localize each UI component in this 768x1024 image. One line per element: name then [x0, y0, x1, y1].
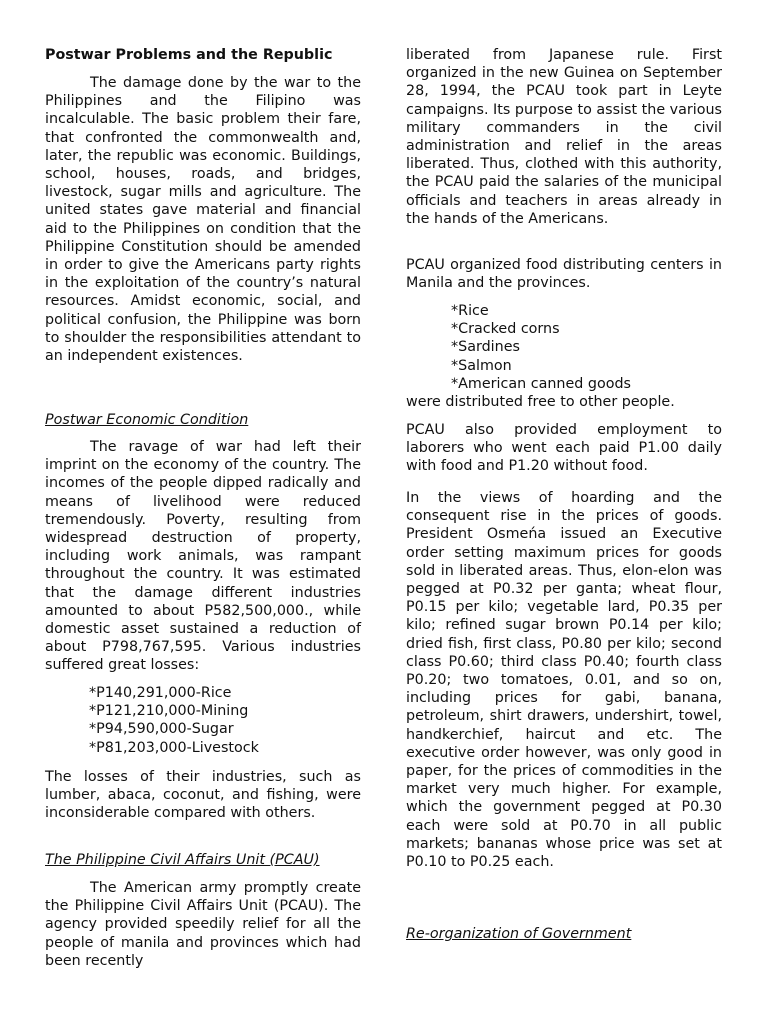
food-centers-paragraph: PCAU organized food distributing centers in Manila and the provinces. — [406, 257, 722, 292]
list-item: *Salmon — [451, 357, 512, 374]
section-heading-economic-condition: Postwar Economic Condition — [45, 412, 249, 428]
list-item: *P140,291,000-Rice — [89, 685, 232, 701]
price-control-paragraph: In the views of hoarding and the consequent rise in the prices of goods. President Osmeńa issued an Executive order setting maximum prices for goods sold in liberated areas. Thus, elon-elon was pegged at P0.32 per ganta; wheat flour, P0.15 per kilo; vegetable lard, P0.35 per kilo; refined sugar brown P0.14 per kilo; dried fish, first class, P0.80 per kilo; second class P0.60; third class P0.40; fourth class P0.20; two tomatoes, 0.01, and so on, including prices for gabi, banana, petroleum, shirt drawers, undershirt, towel, handkerchief, haircut and etc. The executive order however, was only good in paper, for the prices of commodities in the market very much higher. For example, which the government pegged at P0.30 each were sold at P0.70 in all public markets; bananas whose price was set at P0.10 to P0.25 each. — [406, 490, 722, 871]
employment-paragraph: PCAU also provided employment to laborers who went each paid P1.00 daily with food and P1.20 without food. — [406, 422, 722, 475]
list-item: *Rice — [451, 303, 489, 319]
pcau-paragraph: The American army promptly create the Philippine Civil Affairs Unit (PCAU). The agency provided speedily relief for all the people of manila and provinces which had been recently — [45, 880, 361, 969]
pcau-continued-paragraph: liberated from Japanese rule. First organized in the new Guinea on September 28, 1994, the PCAU took part in Leyte campaigns. Its purpose to assist the various military commanders in the civil administration and relief in the areas liberated. Thus, clothed with this authority, the PCAU paid the salaries of the municipal officials and teachers in areas already in the hands of the Americans. — [406, 47, 722, 227]
economic-paragraph: The ravage of war had left their imprint on the economy of the country. The incomes of the people dipped radically and means of livelihood were reduced tremendously. Poverty, resulting from widespread destruction of property, including work animals, was rampant throughout the country. It was estimated that the damage different industries amounted to about P582,500,000., while domestic asset sustained a reduction of about P798,767,595. Various industries suffered great losses: — [45, 439, 361, 674]
list-item: *P81,203,000-Livestock — [89, 739, 259, 756]
intro-paragraph: The damage done by the war to the Philippines and the Filipino was incalculable. The basic problem their fare, that confronted the commonwealth and, later, the republic was economic. Buildings, school, houses, roads, and bridges, livestock, sugar mills and agriculture. The united states gave material and financial aid to the Philippines on condition that the Philippine Constitution should be amended in order to give the Americans party rights in the exploitation of the country’s natural resources. Amidst economic, social, and political confusion, the Philippine was born to shoulder the responsibilities attendant to an independent existences. — [45, 75, 361, 365]
list-item: *Sardines — [451, 339, 520, 356]
list-item: *P94,590,000-Sugar — [89, 721, 234, 738]
losses-paragraph: The losses of their industries, such as lumber, abaca, coconut, and fishing, were inconsiderable compared with others. — [45, 769, 361, 822]
list-item: *P121,210,000-Mining — [89, 703, 249, 720]
list-item: *Cracked corns — [451, 321, 560, 338]
section-heading-pcau: The Philippine Civil Affairs Unit (PCAU) — [45, 852, 320, 868]
list-item: *American canned goods — [451, 375, 631, 392]
page-title: Postwar Problems and the Republic — [45, 47, 333, 63]
section-heading-reorganization: Re-organization of Government — [406, 926, 632, 942]
food-items-list — [451, 302, 631, 393]
losses-list — [89, 684, 259, 757]
food-distribution-line: were distributed free to other people. — [406, 394, 675, 410]
